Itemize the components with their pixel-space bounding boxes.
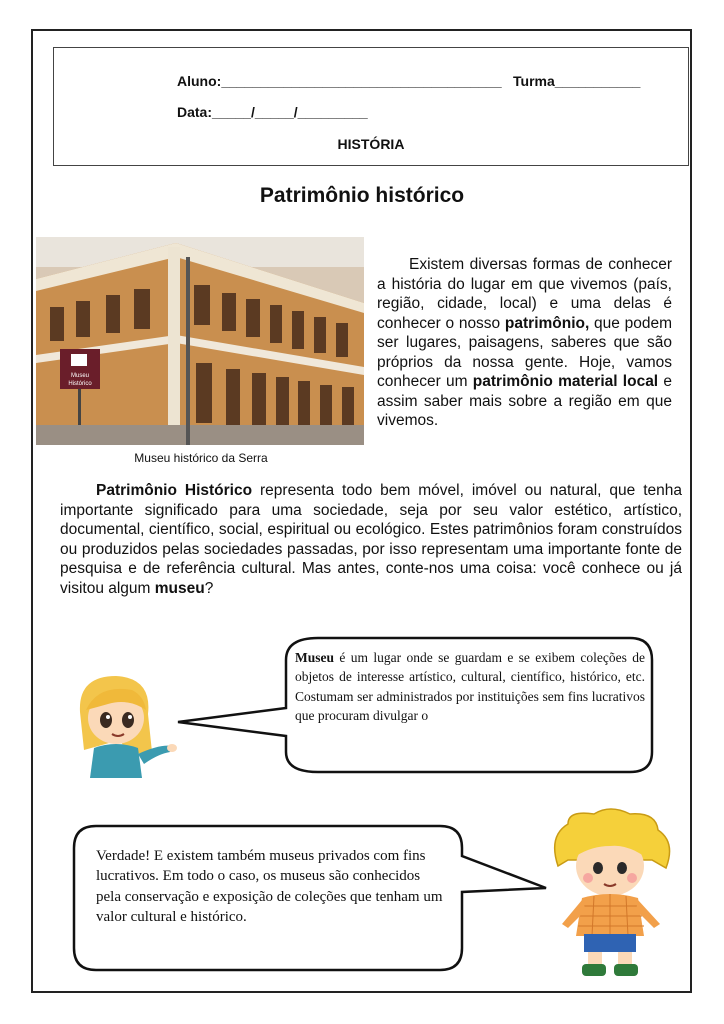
intro-bold-2: patrimônio material local [472,373,659,390]
boy-character [548,806,678,978]
subject-label: HISTÓRIA [337,136,405,152]
intro-bold-1: patrimônio, [504,314,590,332]
student-name-field[interactable]: Aluno:____________________________________ [177,73,502,89]
intro-text-2: que podem ser lugares, paisagens, saberes que são próprios da nossa gente. Hoje, vamos conhecer um [377,314,672,390]
photo-caption: Museu histórico da Serra [134,451,268,465]
reply-text: Verdade! E existem também museus privados com fins lucrativos. Em todo o caso, os museus são conhecidos pela conservação e exposição de coleções que tenham um valor cultural e histórico. [96,848,443,925]
date-field[interactable]: Data:_____/_____/_________ [177,104,368,120]
body-text-1: representa todo bem móvel, imóvel ou natural, que tenha importante significado para uma sociedade, seja por seu valor estético, artístico, documental, científico, social, espiritual ou ecológico. Estes patrimônios foram construídos ou produzidos pelas sociedades passadas, por isso representam uma importante fonte de pesquisa e de referência cultural. Mas antes, conte-nos uma coisa: você conhece ou já visitou algum [60,482,682,597]
body-bold-2: museu [154,579,205,597]
page-title: Patrimônio histórico [259,184,465,207]
body-bold-1: Patrimônio Histórico [96,482,253,499]
intro-text-1: Existem diversas formas de conhecer a história do lugar em que vivemos (país, região, cidade, local) e uma delas é conhecer o nosso [377,256,672,332]
museum-word: Museu [295,650,335,665]
intro-text-3: e assim saber mais sobre a região em que vivemos. [377,373,672,429]
body-text-2: ? [204,579,214,597]
museum-definition-text: é um lugar onde se guardam e se exibem coleções de objetos de interesse artístico, cultural, científico, histórico, etc. Costumam ser administrados por instituições sem fins lucrativos que procuram divulgar o [295,650,645,724]
class-field[interactable]: Turma___________ [513,73,641,89]
sign-text-1: Museu [70,373,90,379]
sign-text-2: Histórico [68,381,92,387]
